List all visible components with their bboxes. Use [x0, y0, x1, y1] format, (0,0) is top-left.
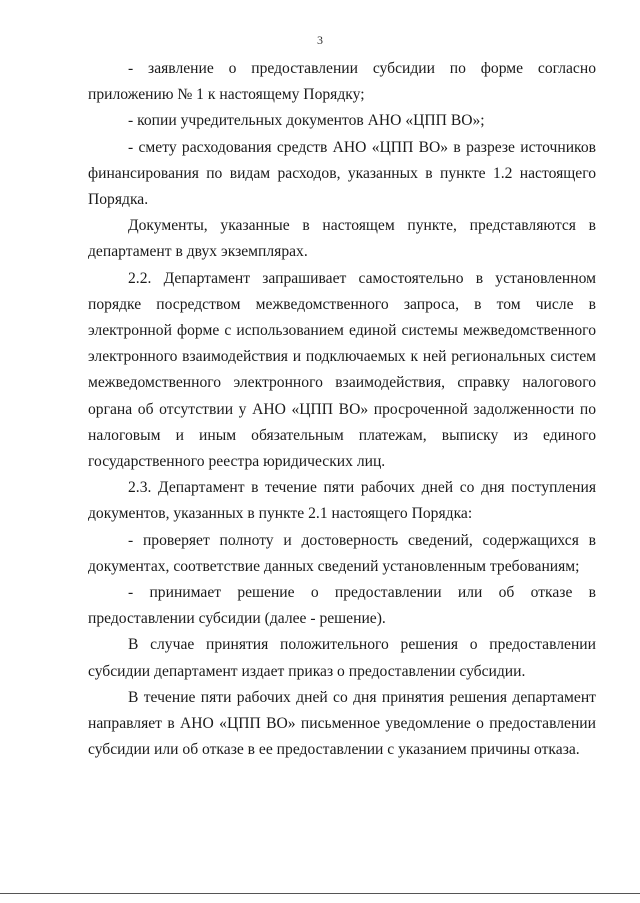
paragraph-make-decision: - принимает решение о предоставлении или об отказе в предоставлении субсидии (далее - решение). — [88, 584, 596, 628]
paragraph-2-3: 2.3. Департамент в течение пяти рабочих дней со дня поступления документов, указанных в пункте 2.1 настоящего Порядка: — [88, 479, 596, 523]
paragraph-check-completeness: - проверяет полноту и достоверность сведений, содержащихся в документах, соответствие данных сведений установленным требованиям; — [88, 531, 596, 575]
paragraph-notification: В течение пяти рабочих дней со дня принятия решения департамент направляет в АНО «ЦПП ВО» письменное уведомление о предоставлении субсидии или об отказе в ее предоставлении с указанием причины отказа. — [88, 688, 596, 759]
paragraph-application: - заявление о предоставлении субсидии по форме согласно приложению № 1 к настоящему Порядку; — [88, 60, 596, 104]
paragraph-expense-estimate: - смету расходования средств АНО «ЦПП ВО» в разрезе источников финансирования по видам расходов, указанных в пункте 1.2 настоящего Порядка. — [88, 138, 596, 209]
paragraph-charter-copies: - копии учредительных документов АНО «ЦПП ВО»; — [128, 112, 485, 130]
paragraph-positive-decision: В случае принятия положительного решения о предоставлении субсидии департамент издает приказ о предоставлении субсидии. — [88, 636, 596, 680]
paragraph-two-copies: Документы, указанные в настоящем пункте, представляются в департамент в двух экземплярах. — [88, 217, 596, 261]
page-number: 3 — [317, 33, 323, 47]
document-body — [88, 56, 596, 763]
paragraph-2-2: 2.2. Департамент запрашивает самостоятельно в установленном порядке посредством межведомственного запроса, в том числе в электронной форме с использованием единой системы межведомственного электронного взаимодействия и подключаемых к ней региональных систем межведомственного электронного взаимодействия, справку налогового органа об отсутствии у АНО «ЦПП ВО» просроченной задолженности по налоговым и иным обязательным платежам, выписку из единого государственного реестра юридических лиц. — [88, 269, 596, 471]
scan-bottom-edge — [0, 893, 640, 894]
